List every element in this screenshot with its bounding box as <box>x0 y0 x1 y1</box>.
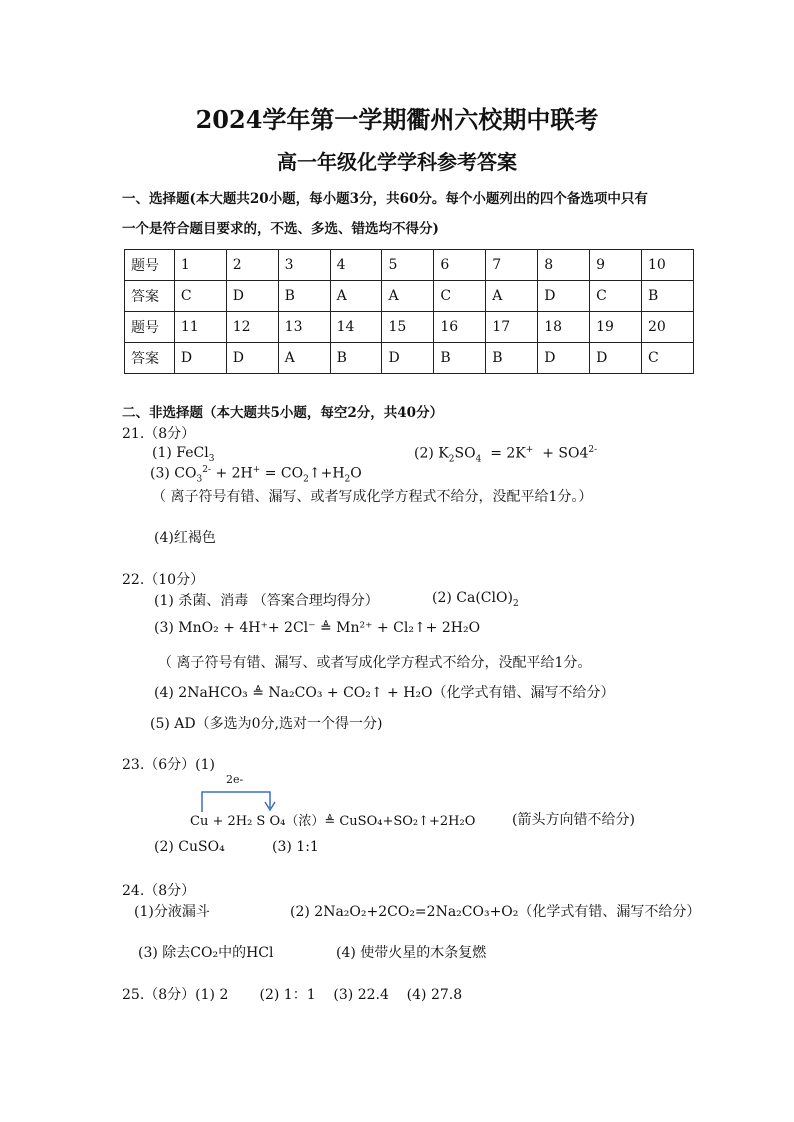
table-cell: 5 <box>382 250 434 281</box>
q21-answer-1: (1) FeCl$_3$ <box>152 445 215 464</box>
row-label: 答案 <box>125 343 175 374</box>
table-cell: D <box>538 281 590 312</box>
table-cell: C <box>174 281 226 312</box>
section1-line2: 一个是符合题目要求的，不选、多选、错选均不得分) <box>122 221 439 237</box>
q21-answer-4: (4)红褐色 <box>154 530 216 546</box>
table-cell: C <box>434 281 486 312</box>
answer-table <box>124 249 694 374</box>
table-cell: D <box>174 343 226 374</box>
row-label: 题号 <box>125 312 175 343</box>
q24-answer-2: (2) 2Na₂O₂+2CO₂=2Na₂CO₃+O₂（化学式有错、漏写不给分） <box>290 904 701 920</box>
table-cell: B <box>330 343 382 374</box>
table-cell: D <box>226 343 278 374</box>
q21-note: （ 离子符号有错、漏写、或者写成化学方程式不给分，没配平给1分。） <box>152 489 593 505</box>
table-row <box>125 343 694 374</box>
q25-line: 25.（8分）(1) 2 (2) 1：1 (3) 22.4 (4) 27.8 <box>122 987 463 1003</box>
table-cell: 10 <box>642 250 694 281</box>
q22-answer-1: (1) 杀菌、消毒 （答案合理均得分） <box>154 593 379 609</box>
q22-answer-5: (5) AD（多选为0分,选对一个得一分) <box>150 716 383 732</box>
q23-equation: Cu + 2H₂ S O₄（浓）≜ CuSO₄+SO₂↑+2H₂O <box>190 814 476 829</box>
table-cell: 13 <box>278 312 330 343</box>
table-cell: 12 <box>226 312 278 343</box>
q22-note: （ 离子符号有错、漏写、或者写成化学方程式不给分，没配平给1分。 <box>158 655 592 671</box>
q24-heading: 24.（8分） <box>122 883 196 899</box>
table-cell: 15 <box>382 312 434 343</box>
q23-answer-2: (2) CuSO₄ <box>154 839 225 855</box>
table-row <box>125 312 694 343</box>
table-cell: 7 <box>486 250 538 281</box>
q24-answer-4: (4) 使带火星的木条复燃 <box>336 945 487 961</box>
q23-heading: 23.（6分）(1) <box>122 757 216 773</box>
table-cell: 8 <box>538 250 590 281</box>
table-cell: 4 <box>330 250 382 281</box>
page-title: 2024学年第一学期衢州六校期中联考 <box>195 105 599 134</box>
electron-transfer-label: 2e- <box>226 773 244 786</box>
table-cell: D <box>382 343 434 374</box>
table-cell: D <box>590 343 642 374</box>
q21-answer-3: (3) $CO_3^{2-} + 2H^+$ = $CO_2↑+H_2O$ <box>150 465 362 485</box>
section2-heading: 二、非选择题（本大题共5小题，每空2分，共40分） <box>122 405 444 421</box>
table-cell: B <box>486 343 538 374</box>
table-cell: A <box>382 281 434 312</box>
table-cell: C <box>590 281 642 312</box>
table-cell: A <box>330 281 382 312</box>
table-cell: A <box>486 281 538 312</box>
table-cell: B <box>642 281 694 312</box>
section1-line1: 一、选择题(本大题共20小题，每小题3分，共60分。每个小题列出的四个备选项中只有 <box>122 191 648 207</box>
q21-heading: 21.（8分） <box>122 426 196 442</box>
table-cell: B <box>278 281 330 312</box>
table-cell: 6 <box>434 250 486 281</box>
q23-answer-3: (3) 1:1 <box>272 839 319 855</box>
table-cell: 3 <box>278 250 330 281</box>
table-cell: C <box>642 343 694 374</box>
q22-heading: 22.（10分） <box>122 572 205 588</box>
table-cell: 2 <box>226 250 278 281</box>
table-cell: 11 <box>174 312 226 343</box>
table-row <box>125 250 694 281</box>
q22-answer-4: (4) 2NaHCO₃ ≜ Na₂CO₃ + CO₂↑ + H₂O（化学式有错、漏写不给分） <box>154 685 615 701</box>
table-cell: 17 <box>486 312 538 343</box>
q22-answer-2: (2) $Ca(ClO)_2$ <box>432 590 519 609</box>
table-cell: 16 <box>434 312 486 343</box>
table-cell: 20 <box>642 312 694 343</box>
table-cell: 19 <box>590 312 642 343</box>
q21-answer-2: (2) $K_2SO_4 = 2K^+ + SO4^{2-}$ <box>414 445 598 465</box>
q24-answer-1: (1)分液漏斗 <box>134 904 210 920</box>
q24-answer-3: (3) 除去CO₂中的HCl <box>138 945 274 961</box>
table-cell: D <box>226 281 278 312</box>
table-row <box>125 281 694 312</box>
table-cell: 14 <box>330 312 382 343</box>
table-cell: 9 <box>590 250 642 281</box>
row-label: 答案 <box>125 281 175 312</box>
table-cell: 18 <box>538 312 590 343</box>
table-cell: B <box>434 343 486 374</box>
q22-answer-3: (3) MnO₂ + 4H⁺+ 2Cl⁻ ≜ Mn²⁺ + Cl₂↑+ 2H₂O <box>154 620 481 636</box>
q23-note: (箭头方向错不给分) <box>512 812 635 828</box>
page-subtitle: 高一年级化学学科参考答案 <box>277 150 517 174</box>
table-cell: D <box>538 343 590 374</box>
table-cell: A <box>278 343 330 374</box>
table-cell: 1 <box>174 250 226 281</box>
row-label: 题号 <box>125 250 175 281</box>
